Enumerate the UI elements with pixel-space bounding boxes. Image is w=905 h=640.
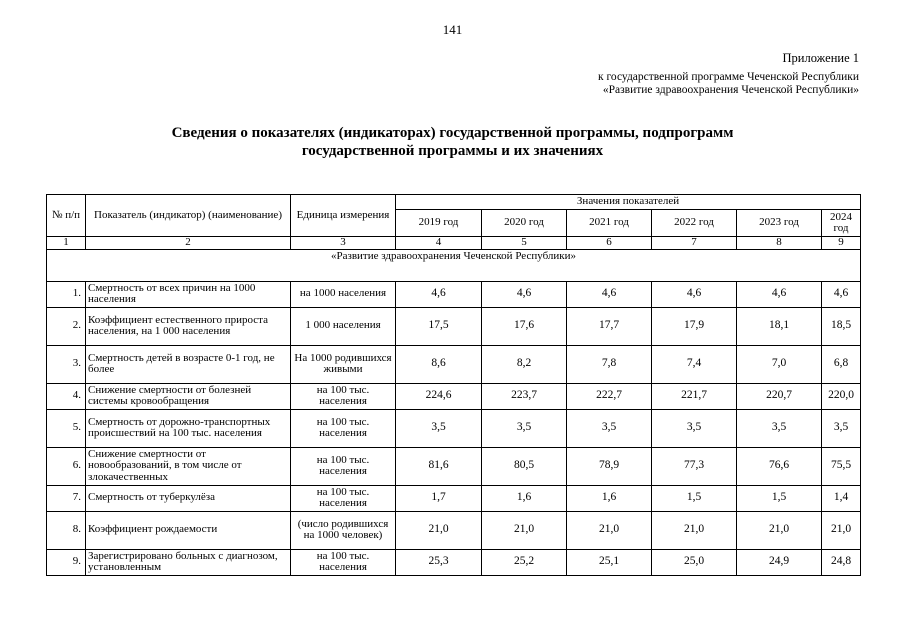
row-value: 17,7 xyxy=(567,307,652,345)
column-number: 1 xyxy=(47,237,86,250)
row-value: 6,8 xyxy=(822,345,861,383)
row-indicator: Снижение смертности от болезней системы кровообращения xyxy=(86,383,291,409)
header-year: 2023 год xyxy=(737,210,822,237)
row-value: 4,6 xyxy=(822,281,861,307)
row-value: 4,6 xyxy=(737,281,822,307)
header-year: 2021 год xyxy=(567,210,652,237)
header-num: № п/п xyxy=(47,195,86,237)
table-row xyxy=(47,345,861,383)
row-num: 2. xyxy=(47,307,86,345)
row-value: 25,2 xyxy=(482,549,567,575)
row-value: 222,7 xyxy=(567,383,652,409)
row-value: 76,6 xyxy=(737,447,822,485)
row-value: 1,4 xyxy=(822,485,861,511)
table-row xyxy=(47,281,861,307)
header-year: 2020 год xyxy=(482,210,567,237)
row-value: 3,5 xyxy=(822,409,861,447)
row-value: 21,0 xyxy=(567,511,652,549)
row-value: 77,3 xyxy=(652,447,737,485)
row-value: 220,0 xyxy=(822,383,861,409)
document-title-line-2: государственной программы и их значениях xyxy=(301,143,604,159)
row-value: 21,0 xyxy=(482,511,567,549)
row-value: 223,7 xyxy=(482,383,567,409)
appendix-block xyxy=(598,52,859,97)
row-value: 3,5 xyxy=(482,409,567,447)
row-value: 24,8 xyxy=(822,549,861,575)
row-value: 25,1 xyxy=(567,549,652,575)
row-unit: на 100 тыс. населения xyxy=(291,485,396,511)
row-num: 3. xyxy=(47,345,86,383)
header-indicator: Показатель (индикатор) (наименование) xyxy=(86,195,291,237)
row-indicator: Смертность от туберкулёза xyxy=(86,485,291,511)
row-num: 8. xyxy=(47,511,86,549)
row-num: 4. xyxy=(47,383,86,409)
header-values: Значения показателей xyxy=(396,195,861,210)
row-value: 17,5 xyxy=(396,307,482,345)
row-num: 5. xyxy=(47,409,86,447)
table-row xyxy=(47,307,861,345)
row-indicator: Смертность детей в возрасте 0-1 год, не более xyxy=(86,345,291,383)
row-num: 7. xyxy=(47,485,86,511)
row-indicator: Смертность от всех причин на 1000 населения xyxy=(86,281,291,307)
row-value: 81,6 xyxy=(396,447,482,485)
column-number: 2 xyxy=(86,237,291,250)
row-value: 17,9 xyxy=(652,307,737,345)
row-unit: на 100 тыс. населения xyxy=(291,409,396,447)
row-value: 7,8 xyxy=(567,345,652,383)
row-value: 220,7 xyxy=(737,383,822,409)
document-title-line-1: Сведения о показателях (индикаторах) государственной программы, подпрограмм xyxy=(171,125,734,141)
table-row xyxy=(47,447,861,485)
row-value: 8,2 xyxy=(482,345,567,383)
row-value: 75,5 xyxy=(822,447,861,485)
row-value: 80,5 xyxy=(482,447,567,485)
row-unit: 1 000 населения xyxy=(291,307,396,345)
row-value: 21,0 xyxy=(822,511,861,549)
row-value: 24,9 xyxy=(737,549,822,575)
row-indicator: Коэффициент рождаемости xyxy=(86,511,291,549)
table-row xyxy=(47,549,861,575)
row-indicator: Снижение смертности от новообразований, в том числе от злокачественных xyxy=(86,447,291,485)
indicators-table xyxy=(46,194,861,576)
row-value: 78,9 xyxy=(567,447,652,485)
row-value: 3,5 xyxy=(652,409,737,447)
row-unit: на 100 тыс. населения xyxy=(291,549,396,575)
column-number: 4 xyxy=(396,237,482,250)
row-value: 3,5 xyxy=(567,409,652,447)
column-number: 6 xyxy=(567,237,652,250)
row-unit: (число родившихся на 1000 человек) xyxy=(291,511,396,549)
table-row xyxy=(47,511,861,549)
row-value: 18,1 xyxy=(737,307,822,345)
row-value: 21,0 xyxy=(737,511,822,549)
section-title: «Развитие здравоохранения Чеченской Республики» xyxy=(47,249,861,281)
row-num: 1. xyxy=(47,281,86,307)
row-unit: На 1000 родившихся живыми xyxy=(291,345,396,383)
column-number: 9 xyxy=(822,237,861,250)
page-number: 141 xyxy=(442,22,463,37)
row-value: 7,4 xyxy=(652,345,737,383)
row-value: 17,6 xyxy=(482,307,567,345)
row-unit: на 1000 населения xyxy=(291,281,396,307)
section-row xyxy=(47,249,861,281)
table-row xyxy=(47,383,861,409)
column-number: 7 xyxy=(652,237,737,250)
row-value: 8,6 xyxy=(396,345,482,383)
header-year: 2024 год xyxy=(822,210,861,237)
row-indicator: Зарегистрировано больных с диагнозом, установленным xyxy=(86,549,291,575)
row-value: 25,0 xyxy=(652,549,737,575)
row-value: 1,5 xyxy=(652,485,737,511)
row-value: 21,0 xyxy=(396,511,482,549)
appendix-line-1: к государственной программе Чеченской Республики xyxy=(598,71,859,83)
header-year: 2022 год xyxy=(652,210,737,237)
header-year: 2019 год xyxy=(396,210,482,237)
row-value: 7,0 xyxy=(737,345,822,383)
appendix-line-2: «Развитие здравоохранения Чеченской Республики» xyxy=(602,84,859,96)
row-indicator: Коэффициент естественного прироста населения, на 1 000 населения xyxy=(86,307,291,345)
row-unit: на 100 тыс. населения xyxy=(291,447,396,485)
row-value: 3,5 xyxy=(737,409,822,447)
table-row xyxy=(47,409,861,447)
document-title xyxy=(0,124,905,160)
row-unit: на 100 тыс. населения xyxy=(291,383,396,409)
row-value: 3,5 xyxy=(396,409,482,447)
row-value: 18,5 xyxy=(822,307,861,345)
row-value: 4,6 xyxy=(567,281,652,307)
column-number: 5 xyxy=(482,237,567,250)
row-num: 6. xyxy=(47,447,86,485)
row-value: 224,6 xyxy=(396,383,482,409)
header-unit: Единица измерения xyxy=(291,195,396,237)
row-value: 25,3 xyxy=(396,549,482,575)
row-indicator: Смертность от дорожно-транспортных происшествий на 100 тыс. населения xyxy=(86,409,291,447)
row-value: 4,6 xyxy=(652,281,737,307)
row-value: 4,6 xyxy=(396,281,482,307)
column-number: 3 xyxy=(291,237,396,250)
row-num: 9. xyxy=(47,549,86,575)
row-value: 4,6 xyxy=(482,281,567,307)
column-number: 8 xyxy=(737,237,822,250)
table-row xyxy=(47,485,861,511)
row-value: 221,7 xyxy=(652,383,737,409)
appendix-title: Приложение 1 xyxy=(782,51,859,65)
column-numbers-row xyxy=(47,237,861,250)
row-value: 21,0 xyxy=(652,511,737,549)
row-value: 1,6 xyxy=(482,485,567,511)
row-value: 1,6 xyxy=(567,485,652,511)
row-value: 1,7 xyxy=(396,485,482,511)
row-value: 1,5 xyxy=(737,485,822,511)
